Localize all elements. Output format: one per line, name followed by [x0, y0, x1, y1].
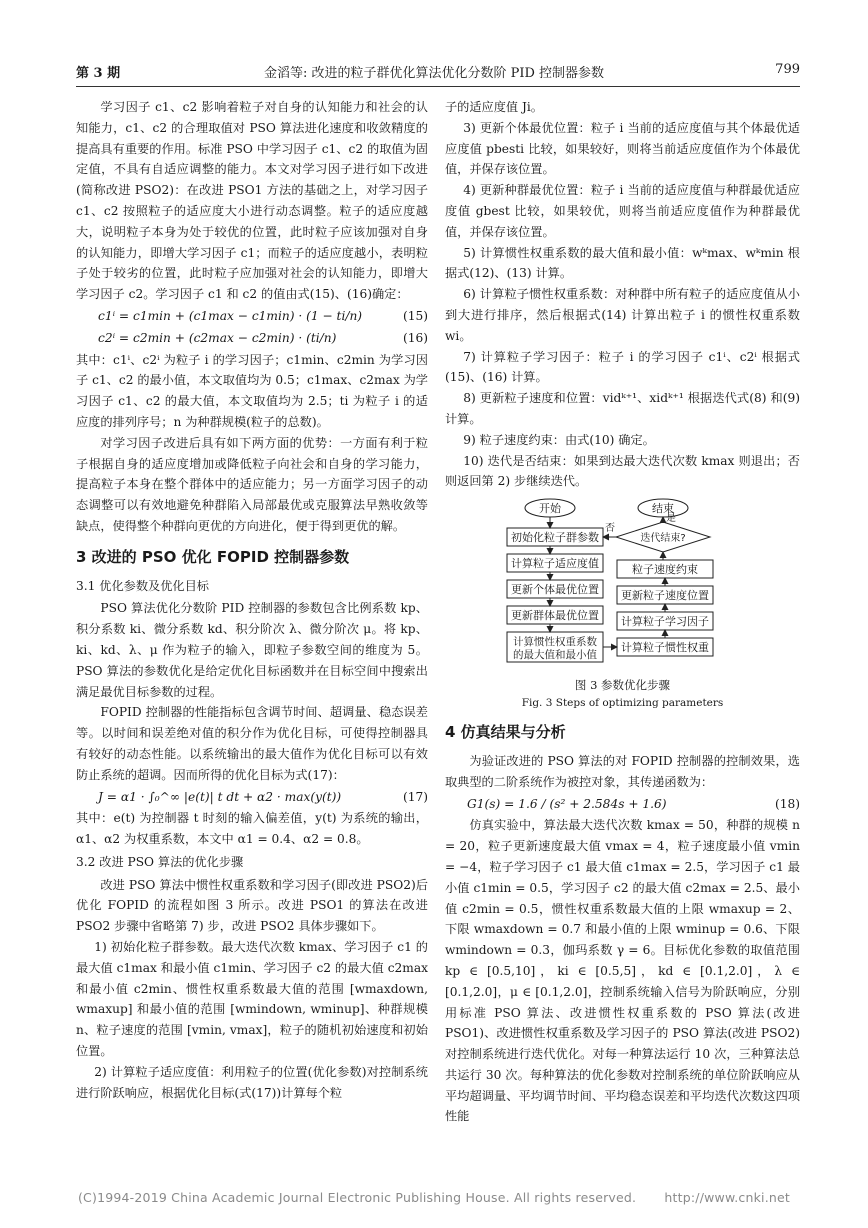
equation-number: (16) — [402, 330, 428, 345]
equation-number: (17) — [402, 789, 428, 804]
paragraph: 改进 PSO 算法中惯性权重系数和学习因子(即改进 PSO2)后优化 FOPID 的流程如图 3 所示。改进 PSO1 的算法在改进 PSO2 步骤中省略第 7) 步，改进 PSO2 具体步骤如下。 — [76, 877, 428, 934]
paragraph: FOPID 控制器的性能指标包含调节时间、超调量、稳态误差等。以时间和误差绝对值的积分作为优化目标，可使得控制器具有较好的动态性能。以系统输出的最大值作为优化目标可以有效防止系统的超调。因而所得的优化目标为式(17)： — [76, 705, 428, 782]
flow-gbest-label: 更新群体最优位置 — [511, 609, 599, 623]
step-1: 1) 初始化粒子群参数。最大迭代次数 kmax、学习因子 c1 的最大值 c1max 和最小值 c1min、学习因子 c2 的最大值 c2max 和最小值 c2min、惯性权重系数最大值的范围 [wmaxdown, wmaxup] 和最小值的范围 [wmindown, wminup]、种群规模 n、粒子速度的范围 [vmin, vmax]，粒子的随机初始速度和初始位置。 — [76, 940, 428, 1059]
step-4: 4) 更新种群最优位置：粒子 i 当前的适应度值与种群最优适应度值 gbest 比较，如果较优，则将当前适应度值作为种群最优值，并保存该位置。 — [445, 183, 800, 239]
equation-body: G1(s) = 1.6 / (s² + 2.584s + 1.6) — [467, 796, 667, 811]
equation-body: c1ⁱ = c1min + (c1max − c1min) · (1 − ti/n) — [98, 308, 363, 323]
equation-17 — [76, 787, 428, 808]
equation-15 — [76, 306, 428, 327]
equation-18 — [445, 794, 800, 815]
flow-decision-label: 迭代结束? — [640, 533, 686, 545]
step-7: 7) 计算粒子学习因子：粒子 i 的学习因子 c1ⁱ、c2ⁱ 根据式(15)、(16) 计算。 — [445, 349, 800, 385]
step-6: 6) 计算粒子惯性权重系数：对种群中所有粒子的适应度值从小到大进行排序，然后根据式(14) 计算出粒子 i 的惯性权重系数 wi。 — [445, 287, 800, 343]
equation-number: (15) — [402, 308, 428, 323]
paragraph: 其中：e(t) 为控制器 t 时刻的输入偏差值，y(t) 为系统的输出，α1、α2 为权重系数，本文中 α1 = 0.4、α2 = 0.8。 — [76, 811, 428, 847]
section-heading-3: 3 改进的 PSO 优化 FOPID 控制器参数 — [76, 547, 350, 566]
step-10: 10) 迭代是否结束：如果到达最大迭代次数 kmax 则退出；否则返回第 2) 步继续迭代。 — [445, 453, 800, 489]
equation-16 — [76, 328, 428, 349]
flow-wmax-label-1: 计算惯性权重系数 — [513, 636, 597, 649]
header-rule — [76, 86, 800, 87]
running-title: 金滔等: 改进的粒子群优化算法优化分数阶 PID 控制器参数 — [263, 66, 605, 81]
equation-body: c2ⁱ = c2min + (c2max − c2min) · (ti/n) — [98, 330, 337, 345]
paragraph: 其中：c1ⁱ、c2ⁱ 为粒子 i 的学习因子；c1min、c2min 为学习因子 c1、c2 的最小值，本文取值均为 0.5；c1max、c2max 为学习因子 c1、c2 的最大值，本文取值均为 2.5；ti 为粒子 i 的适应度的排列序号；n 为种群规模(粒子的总数)。 — [76, 352, 428, 429]
flow-wmax-label-2: 的最大值和最小值 — [513, 649, 597, 662]
footer-url: http://www.cnki.net — [664, 1190, 791, 1205]
step-8: 8) 更新粒子速度和位置：vidᵏ⁺¹、xidᵏ⁺¹ 根据迭代式(8) 和(9) 计算。 — [445, 391, 800, 426]
step-5: 5) 计算惯性权重系数的最大值和最小值：wᵏmax、wᵏmin 根据式(12)、(13) 计算。 — [445, 245, 800, 281]
flow-end-label: 结束 — [652, 502, 674, 516]
section-heading-4: 4 仿真结果与分析 — [445, 723, 566, 742]
flow-vel-constraint-label: 粒子速度约束 — [632, 563, 698, 577]
flow-init-label: 初始化粒子群参数 — [511, 531, 599, 545]
paragraph: 子的适应度值 Ji。 — [445, 100, 543, 114]
flow-pbest-label: 更新个体最优位置 — [511, 583, 599, 597]
paragraph: 对学习因子改进后具有如下两方面的优势：一方面有利于粒子根据自身的适应度增加或降低粒子向社会和自身的学习能力，提高粒子本身在整个群体中的适应能力；另一方面学习因子的动态调整可以有效地避免种群陷入局部最优或克服算法早熟收敛等缺点，使得整个种群向更优的方向进化，便于得到更优的解。 — [76, 435, 428, 533]
journal-issue: 第 3 期 — [76, 66, 121, 81]
right-column — [445, 97, 800, 1127]
flow-fitness-label: 计算粒子适应度值 — [511, 557, 599, 571]
copyright-notice: (C)1994-2019 China Academic Journal Electronic Publishing House. All rights reserved. — [77, 1190, 637, 1205]
flow-yes-label: 是 — [666, 513, 676, 525]
subsection-heading-3-2: 3.2 改进 PSO 算法的优化步骤 — [76, 854, 244, 869]
left-column — [76, 97, 428, 1103]
paragraph: 为验证改进的 PSO 算法的对 FOPID 控制器的控制效果，选取典型的二阶系统作为被控对象，其传递函数为： — [445, 753, 800, 789]
subsection-heading-3-1: 3.1 优化参数及优化目标 — [76, 578, 209, 593]
flow-learn-label: 计算粒子学习因子 — [621, 615, 709, 629]
figure-caption-en: Fig. 3 Steps of optimizing parameters — [521, 697, 724, 710]
flowchart-figure — [505, 498, 720, 674]
flow-update-vel-label: 更新粒子速度位置 — [621, 589, 709, 603]
paragraph: PSO 算法优化分数阶 PID 控制器的参数包含比例系数 kp、积分系数 ki、微分系数 kd、积分阶次 λ、微分阶次 μ。将 kp、ki、kd、λ、μ 作为粒子的输入，即粒子参数空间的维度为 5。PSO 算法的参数优化是给定优化目标函数并在目标空间中搜索出满足最优目标参数的过程。 — [76, 601, 428, 699]
page-number: 799 — [775, 62, 800, 77]
equation-body: J = α1 · ∫₀^∞ |e(t)| t dt + α2 · max(y(t)) — [98, 789, 342, 804]
figure-caption-cn: 图 3 参数优化步骤 — [574, 678, 671, 693]
paragraph: 学习因子 c1、c2 影响着粒子对自身的认知能力和社会的认知能力，c1、c2 的合理取值对 PSO 算法进化速度和收敛精度的提高具有重要的作用。标准 PSO 中学习因子 c1、c2 的取值为固定值，不具有自适应调整的能力。本文对学习因子进行如下改进(简称改进 PSO2)：在改进 PSO1 方法的基础之上，对学习因子 c1、c2 按照粒子的适应度大小进行动态调整。粒子的适应度越大，说明粒子本身为处于较优的位置，此时粒子应该加强对自身的认知能力，即增大学习因子 c1；而粒子的适应度越小，表明粒子处于较劣的位置，此时粒子应加强对社会的认知能力，即增大学习因子 c2。学习因子 c1 和 c2 的值由式(15)、(16)确定： — [76, 100, 428, 302]
flow-start-label: 开始 — [539, 502, 561, 516]
paragraph: 仿真实验中，算法最大迭代次数 kmax = 50，种群的规模 n = 20，粒子更新速度最大值 vmax = 4，粒子速度最小值 vmin = −4，粒子学习因子 c1 最大值 c1max = 2.5，学习因子 c1 最小值 c1min = 0.5，学习因子 c2 的最大值 c2max = 2.5、最小值 c2min = 0.5，惯性权重系数最大值的上限 wmaxup = 2、下限 wmaxdown = 0.7 和最小值的上限 wminup = 0.6、下限 wmindown = 0.3，伽玛系数 γ = 6。目标优化参数的取值范围 kp ∈ [0.5,10]，ki ∈ [0.5,5]，kd ∈ [0.1,2.0]，λ ∈ [0.1,2.0]，μ ∈ [0.1,2.0]，控制系统输入信号为阶跃响应，分别用标准 PSO 算法、改进惯性权重系数的 PSO 算法(改进 PSO1)、改进惯性权重系数及学习因子的 PSO 算法(改进 PSO2)对控制系统进行迭代优化。对每一种算法运行 10 次，三种算法总共运行 30 次。每种算法的优化参数对控制系统的单位阶跃响应从平均超调量、平均调节时间、平均稳态误差和平均迭代次数这四项性能 — [445, 818, 800, 1124]
page-footer — [0, 1190, 868, 1205]
flow-inertia-label: 计算粒子惯性权重 — [621, 641, 709, 655]
step-9: 9) 粒子速度约束：由式(10) 确定。 — [463, 432, 655, 447]
flow-no-label: 否 — [605, 523, 615, 535]
step-2: 2) 计算粒子适应度值：利用粒子的位置(优化参数)对控制系统进行阶跃响应，根据优化目标(式(17))计算每个粒 — [76, 1064, 428, 1100]
equation-number: (18) — [774, 796, 800, 811]
step-3: 3) 更新个体最优位置：粒子 i 当前的适应度值与其个体最优适应度值 pbesti 比较，如果较好，则将当前适应度值作为个体最优值，并保存该位置。 — [445, 120, 800, 177]
